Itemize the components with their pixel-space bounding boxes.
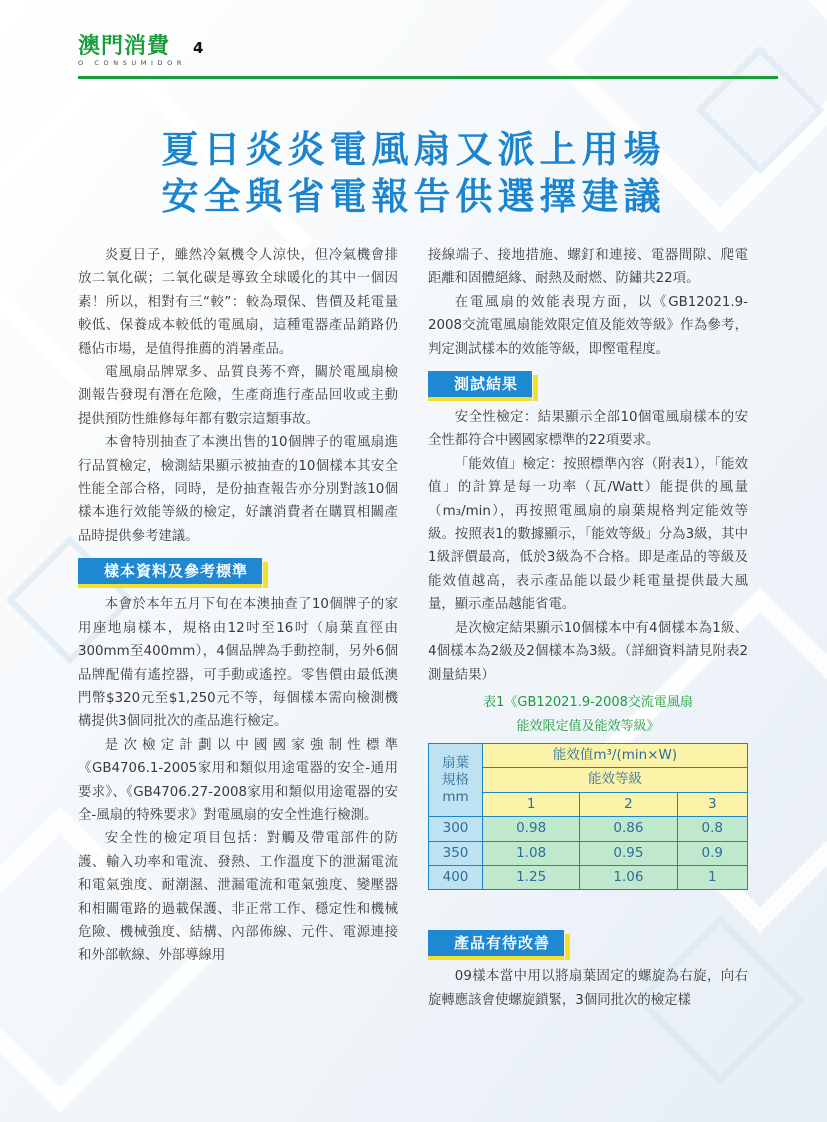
- paragraph: 「能效值」檢定：按照標準內容（附表1），「能效值」的計算是每一功率（瓦/Watt）能提供的風量（m₃/min），再按照電風扇的扇葉規格判定能效等級。按照表1的數據顯示，「能效等級」分為3級，其中1級評價最高，低於3級為不合格。即是產品的等級及能效值越高，表示產品能以最少耗電量提供最大風量，顯示產品越能省電。: [428, 456, 748, 613]
- section-heading-results: [428, 371, 748, 397]
- paragraph: 接線端子、接地措施、螺釘和連接、電器間隙、爬電距離和固體絕緣、耐熱及耐燃、防鏽共22項。: [428, 248, 748, 287]
- table-row: [429, 817, 748, 841]
- efficiency-table: [428, 743, 748, 890]
- paragraph: 安全性檢定：結果顯示全部10個電風扇樣本的安全性都符合中國國家標準的22項要求。: [428, 410, 748, 449]
- table-caption: [428, 691, 748, 739]
- table-row: [429, 865, 748, 889]
- value-cell: 1.25: [483, 865, 580, 889]
- section-label: 樣本資料及參考標準: [78, 558, 262, 584]
- header-divider: [78, 76, 778, 79]
- size-cell: 300: [429, 817, 483, 841]
- section-heading-samples: [78, 558, 398, 584]
- value-cell: 0.86: [580, 817, 677, 841]
- paragraph: 安全性的檢定項目包括：對觸及帶電部件的防護、輸入功率和電流、發熱、工作溫度下的泄漏電流和電氣強度、耐潮濕、泄漏電流和電氣強度、變壓器和相關電路的過載保護、非正常工作、穩定性和機械危險、機械強度、結構、內部佈線、元件、電源連接和外部軟線、外部導線用: [78, 831, 398, 964]
- table-caption-line-2: 能效限定值及能效等級》: [516, 718, 660, 734]
- paragraph: 是次檢定計劃以中國國家強制性標準《GB4706.1-2005家用和類似用途電器的安全-通用要求》、《GB4706.27-2008家用和類似用途電器的安全-風扇的特殊要求》對電風扇的安全性進行檢測。: [78, 737, 398, 823]
- magazine-logo: [78, 35, 186, 67]
- paragraph: 電風扇品牌眾多、品質良莠不齊，關於電風扇檢測報告發現有潛在危險，生產商進行產品回收或主動提供預防性維修每年都有數宗這類事故。: [78, 365, 398, 427]
- title-line-2: 安全與省電報告供選擇建議: [161, 174, 666, 218]
- dimension-label: 扇葉: [442, 754, 469, 771]
- grade-header: 能效等級: [483, 768, 748, 792]
- article-title: [0, 126, 827, 220]
- value-cell: 0.8: [677, 817, 747, 841]
- logo-title: 澳門消費: [78, 34, 171, 59]
- size-cell: 350: [429, 841, 483, 865]
- paragraph: 09樣本當中用以將扇葉固定的螺旋為右旋，向右旋轉應該會使螺旋鎖緊，3個同批次的檢定樣: [428, 969, 748, 1008]
- grade-cell: 2: [580, 792, 677, 816]
- dimension-label: 規格: [442, 771, 469, 788]
- dimension-label: mm: [442, 788, 469, 805]
- table-caption-line-1: 表1《GB12021.9-2008交流電風扇: [483, 694, 693, 710]
- size-cell: 400: [429, 865, 483, 889]
- grade-cell: 3: [677, 792, 747, 816]
- section-label: 測試結果: [428, 371, 532, 397]
- value-cell: 1.08: [483, 841, 580, 865]
- paragraph: 是次檢定結果顯示10個樣本中有4個樣本為1級、4個樣本為2級及2個樣本為3級。（詳細資料請見附表2測量結果）: [428, 620, 748, 683]
- left-column: [78, 244, 398, 968]
- section-heading-improve: [428, 930, 748, 956]
- page-number: 4: [193, 39, 204, 57]
- table-row: [429, 841, 748, 865]
- paragraph: 炎夏日子，雖然冷氣機令人涼快，但冷氣機會排放二氧化碳；二氧化碳是導致全球暖化的其中一個因素！所以，相對有三“較”：較為環保、售價及耗電量較低、保養成本較低的電風扇，這種電器產品銷路仍穩佔市場，是值得推薦的消暑產品。: [78, 248, 398, 357]
- value-cell: 1.06: [580, 865, 677, 889]
- paragraph: 本會於本年五月下旬在本澳抽查了10個牌子的家用座地扇樣本，規格由12吋至16吋（扇葉直徑由300mm至400mm），4個品牌為手動控制，另外6個品牌配備有遙控器，可手動或遙控。零售價由最低澳門幣$320元至$1,250元不等，每個樣本需向檢測機構提供3個同批次的產品進行檢定。: [78, 597, 398, 730]
- value-cell: 0.98: [483, 817, 580, 841]
- efficiency-header: 能效值m³/(min×W): [483, 743, 748, 767]
- dimension-header: [429, 743, 483, 816]
- right-column: [428, 244, 748, 1012]
- section-label: 產品有待改善: [428, 930, 564, 956]
- grade-cell: 1: [483, 792, 580, 816]
- paragraph: 在電風扇的效能表現方面，以《GB12021.9-2008交流電風扇能效限定值及能效等級》作為參考，判定測試樣本的效能等級，即慳電程度。: [428, 294, 748, 357]
- title-line-1: 夏日炎炎電風扇又派上用場: [161, 127, 666, 171]
- value-cell: 0.95: [580, 841, 677, 865]
- value-cell: 0.9: [677, 841, 747, 865]
- logo-subtitle: O CONSUMIDOR: [78, 59, 186, 67]
- value-cell: 1: [677, 865, 747, 889]
- paragraph: 本會特別抽查了本澳出售的10個牌子的電風扇進行品質檢定，檢測結果顯示被抽查的10個樣本其安全性能全部合格，同時，是份抽查報告亦分別對該10個樣本進行效能等級的檢定，好讓消費者在購買相關產品時提供參考建議。: [78, 435, 398, 544]
